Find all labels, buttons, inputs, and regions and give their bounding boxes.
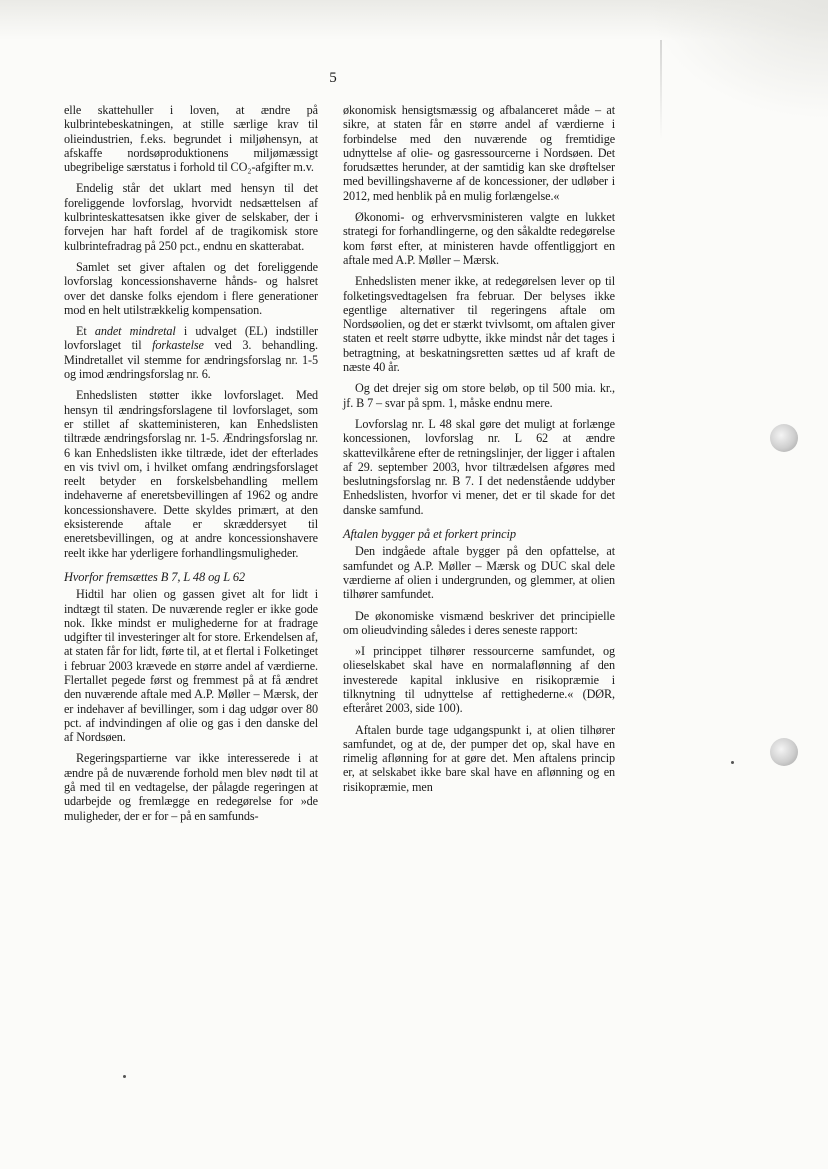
paragraph: Enhedslisten støtter ikke lovforslaget. Med hensyn til ændringsforslagene til lovforslaget, som er stillet af skatteministeren, kan Enhedslisten tiltræde ændringsforslag nr. 1-5. Ændringsforslag nr. 6 kan Enhedslisten ikke tiltræde, idet der efterlades en vis tvivl om, i hvilket omfang ændringsforslaget reelt betyder en forskelsbehandling mellem indehaverne af eneretsbevillingen af 1962 og andre koncessionshavere. Dette skyldes primært, at den eksisterende aftale er skræddersyet til eneretsbevillingen, og at andre koncessionshavere reelt ikke har yderligere forhandlingsmuligheder. xyxy=(64,388,318,560)
paragraph: Samlet set giver aftalen og det foreliggende lovforslag koncessionshaverne hånds- og halsret over det danske folks ejendom i flere generationer mod en helt utilstrækkelig kompensation. xyxy=(64,259,318,317)
section-heading: Aftalen bygger på et forkert princip xyxy=(343,527,516,542)
paragraph: Og det drejer sig om store beløb, op til 500 mia. kr., jf. B 7 – svar på spm. 1, måske endnu mere. xyxy=(343,381,615,410)
page-number: 5 xyxy=(329,70,337,86)
paragraph: økonomisk hensigtsmæssig og afbalanceret måde – at sikre, at staten får en større andel af værdierne i forbindelse med den nuværende og fremtidige udnyttelse af olie- og gasressourcerne i Nordsøen. Det forudsættes herunder, at der samtidig kan ske drøftelser med bevillingshaverne af de koncessioner, der udløber i 2012, med henblik på en mulig forlængelse.« xyxy=(343,103,615,203)
scan-speck xyxy=(731,761,734,764)
left-column xyxy=(64,103,318,830)
paragraph: Endelig står det uklart med hensyn til det foreliggende lovforslag, hvorvidt nedsættelsen af kulbrinteskattesatsen ikke giver de selskaber, der i forvejen har haft fordel af de tragikomisk store kulbrintefradrag på 250 pct., endnu en skatterabat. xyxy=(64,181,318,253)
text-fragment: Et xyxy=(76,324,95,339)
paragraph: Enhedslisten mener ikke, at redegørelsen lever op til folketingsvedtagelsen fra februar. Der belyses ikke egentlige alternativer til regeringens aftale om Nordsøolien, og det er stærkt tvivlsomt, om aftalen giver staten et reelt større udbytte, ikke mindst når det tages i betragtning, at beskatningsretten sættes ud af kraft de næste 40 år. xyxy=(343,274,615,375)
emphasis-term: forkastelse xyxy=(152,338,204,353)
scan-edge-mark xyxy=(660,40,662,140)
right-column xyxy=(343,103,615,801)
punch-hole xyxy=(770,424,798,452)
paragraph: Hidtil har olien og gassen givet alt for lidt i indtægt til staten. De nuværende regler er ikke gode nok. Ikke mindst er mulighederne for at fradrage udgifter til investeringer alt for store. Erkendelsen af, at staten får for lidt, førte til, at et flertal i Folketinget i februar 2003 krævede en større andel af værdierne. Flertallet pegede først og fremmest på at få ændret den nuværende aftale med A.P. Møller – Mærsk, der er indehaver af bevillinger, som i dag udgør over 80 pct. af indvindingen af olie og gas i den danske del af Nordsøen. xyxy=(64,587,318,745)
text-fragment: i udvalget (EL) indstiller lovforslaget til xyxy=(64,324,318,353)
paragraph: Regeringspartierne var ikke interesserede i at ændre på de nuværende forhold men blev nødt til at gå med til en vedtagelse, der pålagde regeringen at udarbejde og fremlægge en redegørelse for »de muligheder, der er for – på en samfunds- xyxy=(64,751,318,823)
quote-paragraph: »I princippet tilhører ressourcerne samfundet, og olieselskabet skal have en normalaflønning af den investerede kapital inklusive en risikopræmie i tilknytning til udnyttelse af rettighederne.« (DØR, efteråret 2003, side 100). xyxy=(343,644,615,716)
paragraph: Økonomi- og erhvervsministeren valgte en lukket strategi for forhandlingerne, og den såkaldte redegørelse kom først efter, at ministeren havde offentliggjort en aftale med A.P. Møller – Mærsk. xyxy=(343,210,615,267)
text-fragment: ved 3. behandling. Mindretallet vil stemme for ændringsforslag nr. 1-5 og imod ændringsforslag nr. 6. xyxy=(64,338,318,382)
paragraph: Lovforslag nr. L 48 skal gøre det muligt at forlænge koncessionen, lovforslag nr. L 62 at ændre skattevilkårene efter de retningslinjer, der ligger i aftalen af 29. september 2003, hvor tiltrædelsen afgøres med beslutningsforslag nr. B 7. I det nedenstående uddyber Enhedslisten, hvorfor vi mener, det er til skade for det danske samfund. xyxy=(343,416,615,517)
emphasis-term: andet mindretal xyxy=(94,324,176,339)
scan-shadow-corner xyxy=(648,0,828,120)
punch-hole xyxy=(770,738,798,766)
paragraph: Den indgåede aftale bygger på den opfattelse, at samfundet og A.P. Møller – Mærsk og DUC skal dele værdierne af olien i undergrunden, og glemmer, at olien tilhører samfundet. xyxy=(343,544,615,602)
mindretal-paragraph xyxy=(64,324,318,381)
paragraph: Aftalen burde tage udgangspunkt i, at olien tilhører samfundet, og at de, der pumper det op, skal have en rimelig aflønning for at gøre det. Men aftalens princip er, at selskabet ikke bare skal have en aflønning og en risikopræmie, men xyxy=(343,722,615,794)
scan-speck xyxy=(123,1075,126,1078)
section-heading: Hvorfor fremsættes B 7, L 48 og L 62 xyxy=(64,569,246,584)
paragraph: De økonomiske vismænd beskriver det principielle om olieudvinding således i deres seneste rapport: xyxy=(343,608,615,637)
paragraph: elle skattehuller i loven, at ændre på kulbrintebeskatningen, at stille særlige krav til olieindustrien, f.eks. begrundet i miljøhensyn, at afskaffe nordsøproduktionens miljømæssigt ubegribelige særstatus i forhold til CO₂-afgifter m.v. xyxy=(64,103,318,175)
